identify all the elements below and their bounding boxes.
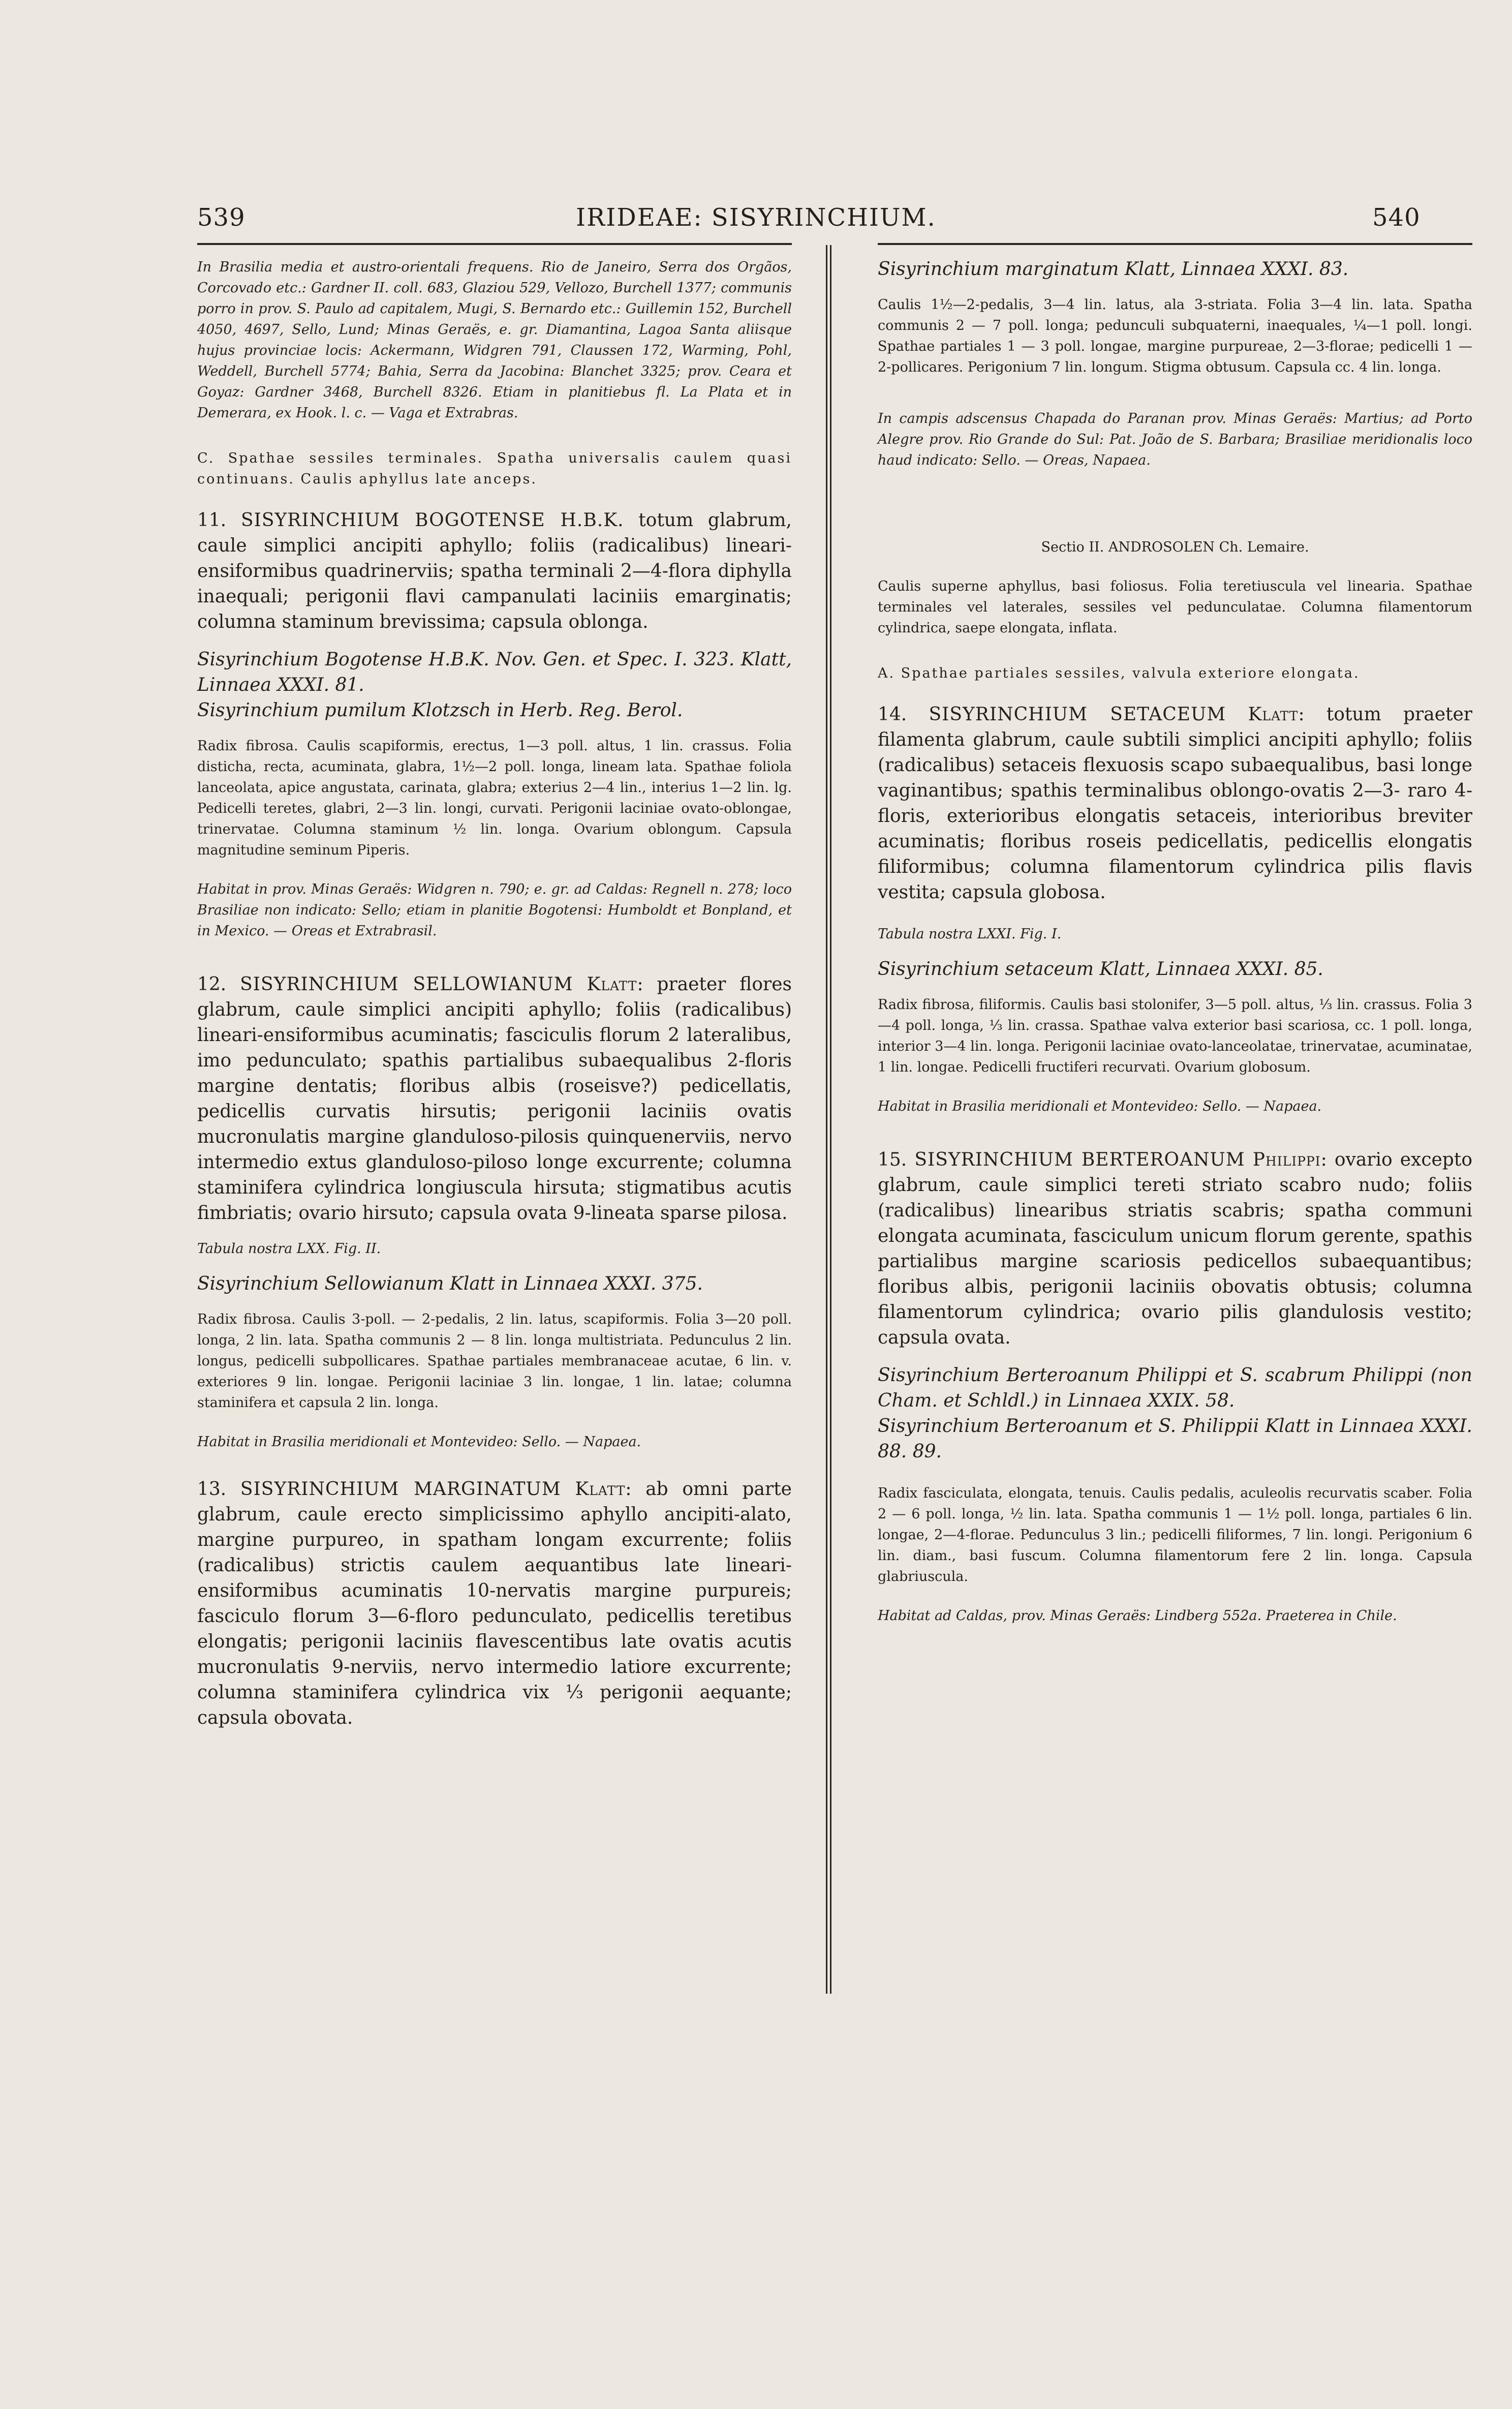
species-13-diagnosis: 13. SISYRINCHIUM MARGINATUM Klatt: ab omni parte glabrum, caule erecto simplicissimo aphyllo ancipiti-alato, margine purpureo, in spatham longam excurrente; foliis (radicalibus) strictis caulem aequantibus late lineari-ensiformibus acuminatis 10-nervatis margine purpureis; fasciculo florum 3—6-floro pedunculato, pedicellis teretibus elongatis; perigonii laciniis flavescentibus late ovatis acutis mucronulatis 9-nerviis, nervo intermedio latiore excurrente; columna staminifera cylindrica vix ⅓ perigonii aequante; capsula obovata. bbox=[197, 1479, 792, 1728]
species-12-synonym: Sisyrinchium Sellowianum Klatt in Linnaea XXXI. 375. bbox=[197, 1273, 703, 1294]
page-number-right: 540 bbox=[1372, 203, 1421, 232]
species-12-author: Klatt bbox=[587, 974, 637, 995]
species-14-author: Klatt bbox=[1248, 704, 1299, 725]
species-11-diagnosis bbox=[197, 508, 792, 635]
habitat-intro: In Brasilia media et austro-orientali frequens. Rio de Janeiro, Serra dos Orgãos, Corcovado etc.: Gardner II. coll. 683, Glaziou 529, Vellozo, Burchell 1377; communis porro in prov. S. Paulo ad capitalem, Mugi, S. Bernardo etc.: Guillemin 152, Burchell 4050, 4697, Sello, Lund; Minas Geraës, e. gr. Diamantina, Lagoa Santa aliisque hujus provinciae locis: Ackermann, Widgren 791, Claussen 172, Warming, Pohl, Weddell, Burchell 5774; Bahia, Serra da Jacobina: Blanchet 3325; prov. Ceara et Goyaz: Gardner 3468, Burchell 8326. Etiam in planitiebus fl. La Plata et in Demerara, ex Hook. l. c. — Vaga et Extrabras. bbox=[197, 259, 792, 421]
section-c-heading: C. Spathae sessiles terminales. Spatha universalis caulem quasi continuans. Caulis aphyllus late anceps. bbox=[197, 450, 792, 487]
species-12-name: SISYRINCHIUM SELLOWIANUM bbox=[240, 974, 573, 995]
species-15-synonym-2: Sisyrinchium Berteroanum et S. Philippii Klatt in Linnaea XXXI. 88. 89. bbox=[878, 1416, 1472, 1462]
species-11-number: 11. bbox=[197, 510, 227, 531]
left-column bbox=[197, 257, 792, 1731]
species-13-name: SISYRINCHIUM MARGINATUM bbox=[240, 1479, 561, 1500]
species-15-diagnosis: 15. SISYRINCHIUM BERTEROANUM Philippi: ovario excepto glabrum, caule simplici tereti striato scabro nudo; foliis (radicalibus) linearibus striatis scabris; spatha communi elongata acuminata, fasciculum unicum florum gerente, spathis partialibus margine scariosis pedicellos subaequantibus; floribus albis, perigonii laciniis obovatis obtusis; columna filamentorum cylindrica; ovario pilis glandulosis vestito; capsula ovata. bbox=[878, 1149, 1472, 1348]
species-12-tabula: Tabula nostra LXX. Fig. II. bbox=[197, 1241, 381, 1257]
species-12-description: Radix fibrosa. Caulis 3-poll. — 2-pedalis, 2 lin. latus, scapiformis. Folia 3—20 poll. longa, 2 lin. lata. Spatha communis 2 — 8 lin. longa multistriata. Pedunculus 2 lin. longus, pedicelli subpollicares. Spathae partiales membranaceae acutae, 6 lin. v. exteriores 9 lin. longae. Perigonii laciniae 3 lin. longae, 1 lin. latae; columna staminifera et capsula 2 lin. longa. bbox=[197, 1312, 792, 1411]
species-11-text: totum glabrum, caule simplici ancipiti aphyllo; foliis (radicalibus) lineari-ensiformibus quadrinerviis; spatha terminali 2—4-flora diphylla inaequali; perigonii flavi campanulati laciniis emarginatis; columna staminum brevissima; capsula oblonga. bbox=[197, 510, 792, 632]
species-15-author: Philippi bbox=[1252, 1149, 1321, 1170]
species-13-text: ab omni parte glabrum, caule erecto simplicissimo aphyllo ancipiti-alato, margine purpureo, in spatham longam excurrente; foliis (radicalibus) strictis caulem aequantibus late lineari-ensiformibus acuminatis 10-nervatis margine purpureis; fasciculo florum 3—6-floro pedunculato, pedicellis teretibus elongatis; perigonii laciniis flavescentibus late ovatis acutis mucronulatis 9-nerviis, nervo intermedio latiore excurrente; columna staminifera cylindrica vix ⅓ perigonii aequante; capsula obovata. bbox=[197, 1479, 792, 1728]
species-11-description: Radix fibrosa. Caulis scapiformis, erectus, 1—3 poll. altus, 1 lin. crassus. Folia disticha, recta, acuminata, glabra, 1½—2 poll. longa, lineam lata. Spathae foliola lanceolata, apice angustata, carinata, glabra; exterius 2—4 lin., interius 1—2 lin. lg. Pedicelli teretes, glabri, 2—3 lin. longi, curvati. Perigonii laciniae ovato-oblongae, trinervatae. Columna staminum ½ lin. longa. Ovarium oblongum. Capsula magnitudine seminum Piperis. bbox=[197, 738, 792, 858]
species-11-synonym-1: Sisyrinchium Bogotense H.B.K. Nov. Gen. et Spec. I. 323. Klatt, Linnaea XXXI. 81. bbox=[197, 649, 792, 695]
species-13-habitat: In campis adscensus Chapada do Paranan prov. Minas Geraës: Martius; ad Porto Alegre prov. Rio Grande do Sul: Pat. João de S. Barbara; Brasiliae meridionalis loco haud indicato: Sello. — Oreas, Napaea. bbox=[878, 411, 1472, 468]
page-number-left: 539 bbox=[197, 203, 245, 232]
species-15-synonym-1: Sisyrinchium Berteroanum Philippi et S. scabrum Philippi (non Cham. et Schldl.) in Linnaea XXIX. 58. bbox=[878, 1365, 1472, 1411]
section-a-heading: A. Spathae partiales sessiles, valvula exteriore elongata. bbox=[878, 665, 1360, 681]
species-14-synonym: Sisyrinchium setaceum Klatt, Linnaea XXXI. 85. bbox=[878, 959, 1323, 980]
species-11-habitat: Habitat in prov. Minas Geraës: Widgren n. 790; e. gr. ad Caldas: Regnell n. 278; loco Brasiliae non indicato: Sello; etiam in planitie Bogotensi: Humboldt et Bonpland, et in Mexico. — Oreas et Extrabrasil. bbox=[197, 881, 792, 939]
species-15-description: Radix fasciculata, elongata, tenuis. Caulis pedalis, aculeolis recurvatis scaber. Folia 2 — 6 poll. longa, ½ lin. lata. Spatha communis 1 — 1½ poll. longa, partiales 6 lin. longae, 2—4-florae. Pedunculus 3 lin.; pedicelli filiformes, 7 lin. longi. Perigonium 6 lin. diam., basi fuscum. Columna filamentorum fere 2 lin. longa. Capsula glabriuscula. bbox=[878, 1485, 1472, 1584]
species-15-habitat: Habitat ad Caldas, prov. Minas Geraës: Lindberg 552a. Praeterea in Chile. bbox=[878, 1608, 1397, 1624]
column-divider-1 bbox=[826, 245, 827, 1994]
species-13-author: Klatt bbox=[575, 1479, 626, 1500]
species-14-tabula: Tabula nostra LXXI. Fig. I. bbox=[878, 926, 1062, 942]
species-14-description: Radix fibrosa, filiformis. Caulis basi stolonifer, 3—5 poll. altus, ⅓ lin. crassus. Folia 3—4 poll. longa, ⅓ lin. crassa. Spathae valva exterior basi scariosa, cc. 1 poll. longa, interior 3—4 lin. longa. Perigonii laciniae ovato-lanceolatae, trinervatae, acuminatae, 1 lin. longae. Pedicelli fructiferi recurvati. Ovarium globosum. bbox=[878, 997, 1472, 1075]
species-12-diagnosis: 12. SISYRINCHIUM SELLOWIANUM Klatt: praeter flores glabrum, caule simplici ancipiti aphyllo; foliis (radicalibus) lineari-ensiformibus acuminatis; fasciculis florum 2 lateralibus, imo pedunculato; spathis partialibus subaequalibus 2-floris margine dentatis; floribus albis (roseisve?) pedicellatis, pedicellis curvatis hirsutis; perigonii laciniis ovatis mucronulatis margine glanduloso-pilosis quinquenerviis, nervo intermedio extus glanduloso-piloso longe excurrente; columna staminifera cylindrica longiuscula hirsuta; stigmatibus acutis fimbriatis; ovario hirsuto; capsula ovata 9-lineata sparse pilosa. bbox=[197, 974, 792, 1224]
running-title: IRIDEAE: SISYRINCHIUM. bbox=[576, 203, 936, 232]
species-13-description: Caulis 1½—2-pedalis, 3—4 lin. latus, ala 3-striata. Folia 3—4 lin. lata. Spatha communis 2 — 7 poll. longa; pedunculi subquaterni, inaequales, ¼—1 poll. longi. Spathae partiales 1 — 3 poll. longae, margine purpureae, 2—3-florae; pedicelli 1 — 2-pollicares. Perigonium 7 lin. longum. Stigma obtusum. Capsula cc. 4 lin. longa. bbox=[878, 297, 1472, 375]
species-14-diagnosis: 14. SISYRINCHIUM SETACEUM Klatt: totum praeter filamenta glabrum, caule subtili simplici ancipiti aphyllo; foliis (radicalibus) setaceis flexuosis scapo subaequalibus, basi longe vaginantibus; spathis terminalibus oblongo-ovatis 2—3- raro 4-floris, exterioribus elongatis setaceis, interioribus breviter acuminatis; floribus roseis pedicellatis, pedicellis elongatis filiformibus; columna filamentorum cylindrica pilis flavis vestita; capsula globosa. bbox=[878, 704, 1472, 903]
species-14-name: SISYRINCHIUM SETACEUM bbox=[929, 704, 1226, 725]
species-15-number: 15. bbox=[878, 1149, 907, 1170]
species-11-name: SISYRINCHIUM BOGOTENSE H.B.K. bbox=[240, 510, 624, 531]
sectio-heading: Sectio II. ANDROSOLEN Ch. Lemaire. bbox=[1041, 539, 1309, 555]
right-column bbox=[878, 257, 1472, 1626]
species-12-habitat: Habitat in Brasilia meridionali et Montevideo: Sello. — Napaea. bbox=[197, 1434, 641, 1450]
header-rule-right bbox=[878, 243, 1472, 245]
species-12-text: praeter flores glabrum, caule simplici ancipiti aphyllo; foliis (radicalibus) lineari-ensiformibus acuminatis; fasciculis florum 2 lateralibus, imo pedunculato; spathis partialibus subaequalibus 2-floris margine dentatis; floribus albis (roseisve?) pedicellatis, pedicellis curvatis hirsutis; perigonii laciniis ovatis mucronulatis margine glanduloso-pilosis quinquenerviis, nervo intermedio extus glanduloso-piloso longe excurrente; columna staminifera cylindrica longiuscula hirsuta; stigmatibus acutis fimbriatis; ovario hirsuto; capsula ovata 9-lineata sparse pilosa. bbox=[197, 974, 792, 1224]
species-14-habitat: Habitat in Brasilia meridionali et Montevideo: Sello. — Napaea. bbox=[878, 1099, 1322, 1114]
species-14-text: totum praeter filamenta glabrum, caule subtili simplici ancipiti aphyllo; foliis (radicalibus) setaceis flexuosis scapo subaequalibus, basi longe vaginantibus; spathis terminalibus oblongo-ovatis 2—3- raro 4-floris, exterioribus elongatis setaceis, interioribus breviter acuminatis; floribus roseis pedicellatis, pedicellis elongatis filiformibus; columna filamentorum cylindrica pilis flavis vestita; capsula globosa. bbox=[878, 704, 1472, 903]
header-rule-left bbox=[197, 243, 792, 245]
species-13-number: 13. bbox=[197, 1479, 227, 1500]
species-14-number: 14. bbox=[878, 704, 907, 725]
species-15-name: SISYRINCHIUM BERTEROANUM bbox=[914, 1149, 1245, 1170]
sectio-description: Caulis superne aphyllus, basi foliosus. Folia teretiuscula vel linearia. Spathae terminales vel laterales, sessiles vel pedunculatae. Columna filamentorum cylindrica, saepe elongata, inflata. bbox=[878, 578, 1472, 636]
species-13-synonym: Sisyrinchium marginatum Klatt, Linnaea XXXI. 83. bbox=[878, 259, 1349, 280]
column-divider-2 bbox=[830, 245, 831, 1994]
species-11-synonym-2: Sisyrinchium pumilum Klotzsch in Herb. Reg. Berol. bbox=[197, 700, 683, 721]
species-15-text: ovario excepto glabrum, caule simplici tereti striato scabro nudo; foliis (radicalibus) linearibus striatis scabris; spatha communi elongata acuminata, fasciculum unicum florum gerente, spathis partialibus margine scariosis pedicellos subaequantibus; floribus albis, perigonii laciniis obovatis obtusis; columna filamentorum cylindrica; ovario pilis glandulosis vestito; capsula ovata. bbox=[878, 1149, 1472, 1348]
species-12-number: 12. bbox=[197, 974, 227, 995]
